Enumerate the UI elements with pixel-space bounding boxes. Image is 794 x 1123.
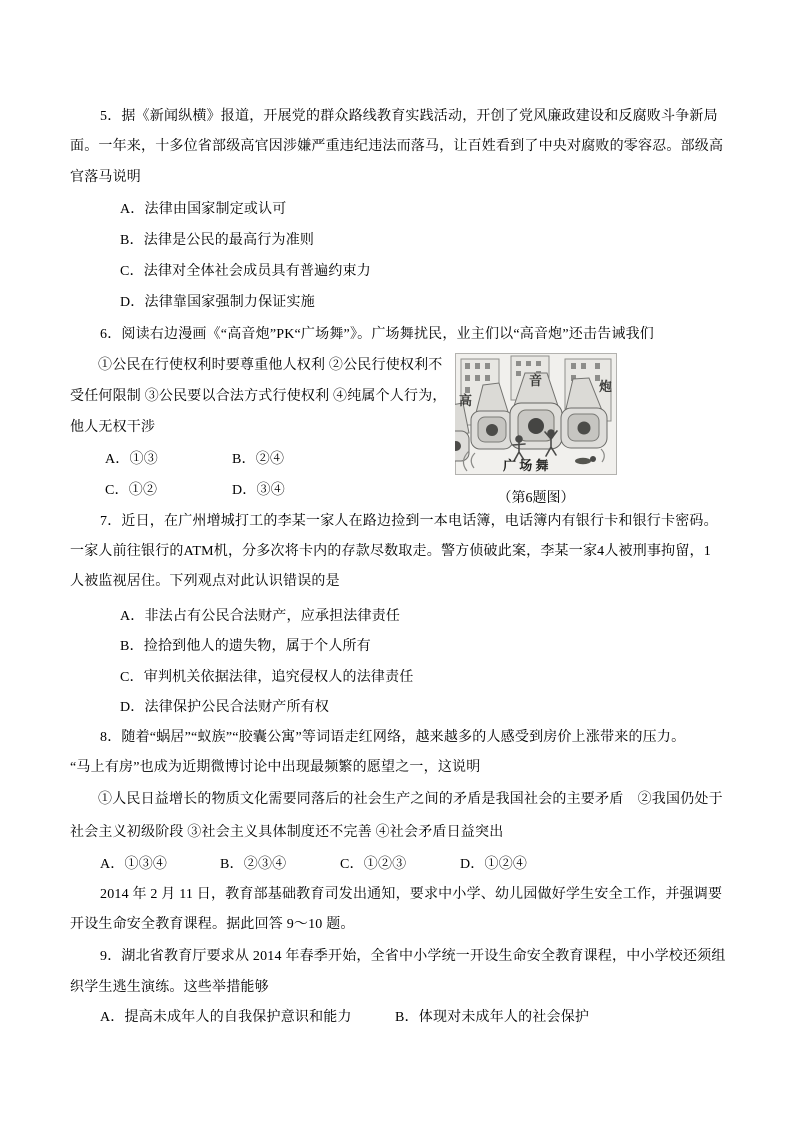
q6-text-line-2: ①公民在行使权利时要尊重他人权利 ②公民行使权利不 xyxy=(98,358,443,373)
q6-figure-caption: （第6题图） xyxy=(497,491,575,506)
q5-text-line-2: 面。一年来，十多位省部级高官因涉嫌严重违纪违法而落马，让百姓看到了中央对腐败的零容忍。部级高 xyxy=(70,139,724,154)
q6-cartoon-image xyxy=(455,353,617,475)
q6-option-c: C．①② xyxy=(105,483,158,498)
q8-text-line-1: 8．随着“蜗居”“蚁族”“胶囊公寓”等词语走红网络，越来越多的人感受到房价上涨带来的压力。 xyxy=(100,730,686,745)
q5-text-line-3: 官落马说明 xyxy=(70,170,141,185)
q7-text-line-1: 7．近日，在广州增城打工的李某一家人在路边捡到一本电话簿，电话簿内有银行卡和银行卡密码。 xyxy=(100,514,718,529)
q5-option-d: D．法律靠国家强制力保证实施 xyxy=(120,295,315,310)
q7-text-line-3: 人被监视居住。下列观点对此认识错误的是 xyxy=(70,574,340,589)
q8-option-a: A．①③④ xyxy=(100,857,168,872)
q6-option-b: B．②④ xyxy=(232,452,285,467)
q8-text-line-3: ①人民日益增长的物质文化需要同落后的社会生产之间的矛盾是我国社会的主要矛盾 ②我国仍处于 xyxy=(98,792,723,807)
q6-option-d: D．③④ xyxy=(232,483,285,498)
q6-option-a: A．①③ xyxy=(105,452,158,467)
q6-text-line-3: 受任何限制 ③公民要以合法方式行使权利 ④纯属个人行为， xyxy=(70,389,447,404)
q9-10-intro-line-2: 开设生命安全教育课程。据此回答 9～10 题。 xyxy=(70,917,355,932)
q8-option-c: C．①②③ xyxy=(340,857,407,872)
label-yin: 音 xyxy=(529,373,543,388)
q7-option-b: B．捡拾到他人的遗失物，属于个人所有 xyxy=(120,639,371,654)
q7-option-c: C．审判机关依据法律，追究侵权人的法律责任 xyxy=(120,670,414,685)
q7-option-a: A．非法占有公民合法财产，应承担法律责任 xyxy=(120,609,401,624)
q6-text-line-1: 6．阅读右边漫画《“高音炮”PK“广场舞”》。广场舞扰民，业主们以“高音炮”还击告诫我们 xyxy=(100,327,654,342)
q7-option-d: D．法律保护公民合法财产所有权 xyxy=(120,700,330,715)
label-pao: 炮 xyxy=(599,379,613,394)
q8-text-line-2: “马上有房”也成为近期微博讨论中出现最频繁的愿望之一，这说明 xyxy=(70,760,481,775)
label-gao: 高 xyxy=(459,393,473,408)
q8-text-line-4: 社会主义初级阶段 ③社会主义具体制度还不完善 ④社会矛盾日益突出 xyxy=(70,825,504,840)
q5-option-b: B．法律是公民的最高行为准则 xyxy=(120,233,315,248)
q5-option-c: C．法律对全体社会成员具有普遍约束力 xyxy=(120,264,371,279)
q9-text-line-2: 织学生逃生演练。这些举措能够 xyxy=(70,980,269,995)
q5-option-a: A．法律由国家制定或认可 xyxy=(120,202,287,217)
q8-option-d: D．①②④ xyxy=(460,857,528,872)
q5-text-line-1: 5．据《新闻纵横》报道，开展党的群众路线教育实践活动，开创了党风廉政建设和反腐败斗争新局 xyxy=(100,109,718,124)
q8-option-b: B．②③④ xyxy=(220,857,287,872)
q6-text-line-4: 他人无权干涉 xyxy=(70,420,156,435)
label-plaza-dance: 广 场 舞 xyxy=(503,458,549,473)
q7-text-line-2: 一家人前往银行的ATM机，分多次将卡内的存款尽数取走。警方侦破此案，李某一家4人被刑事拘留，1 xyxy=(70,544,711,559)
q9-text-line-1: 9．湖北省教育厅要求从 2014 年春季开始，全省中小学统一开设生命安全教育课程，中小学校还须组 xyxy=(100,949,726,964)
q9-option-b: B．体现对未成年人的社会保护 xyxy=(395,1010,590,1025)
q9-option-a: A．提高未成年人的自我保护意识和能力 xyxy=(100,1010,352,1025)
q9-10-intro-line-1: 2014 年 2 月 11 日，教育部基础教育司发出通知，要求中小学、幼儿园做好学生安全工作，并强调要 xyxy=(100,887,723,902)
